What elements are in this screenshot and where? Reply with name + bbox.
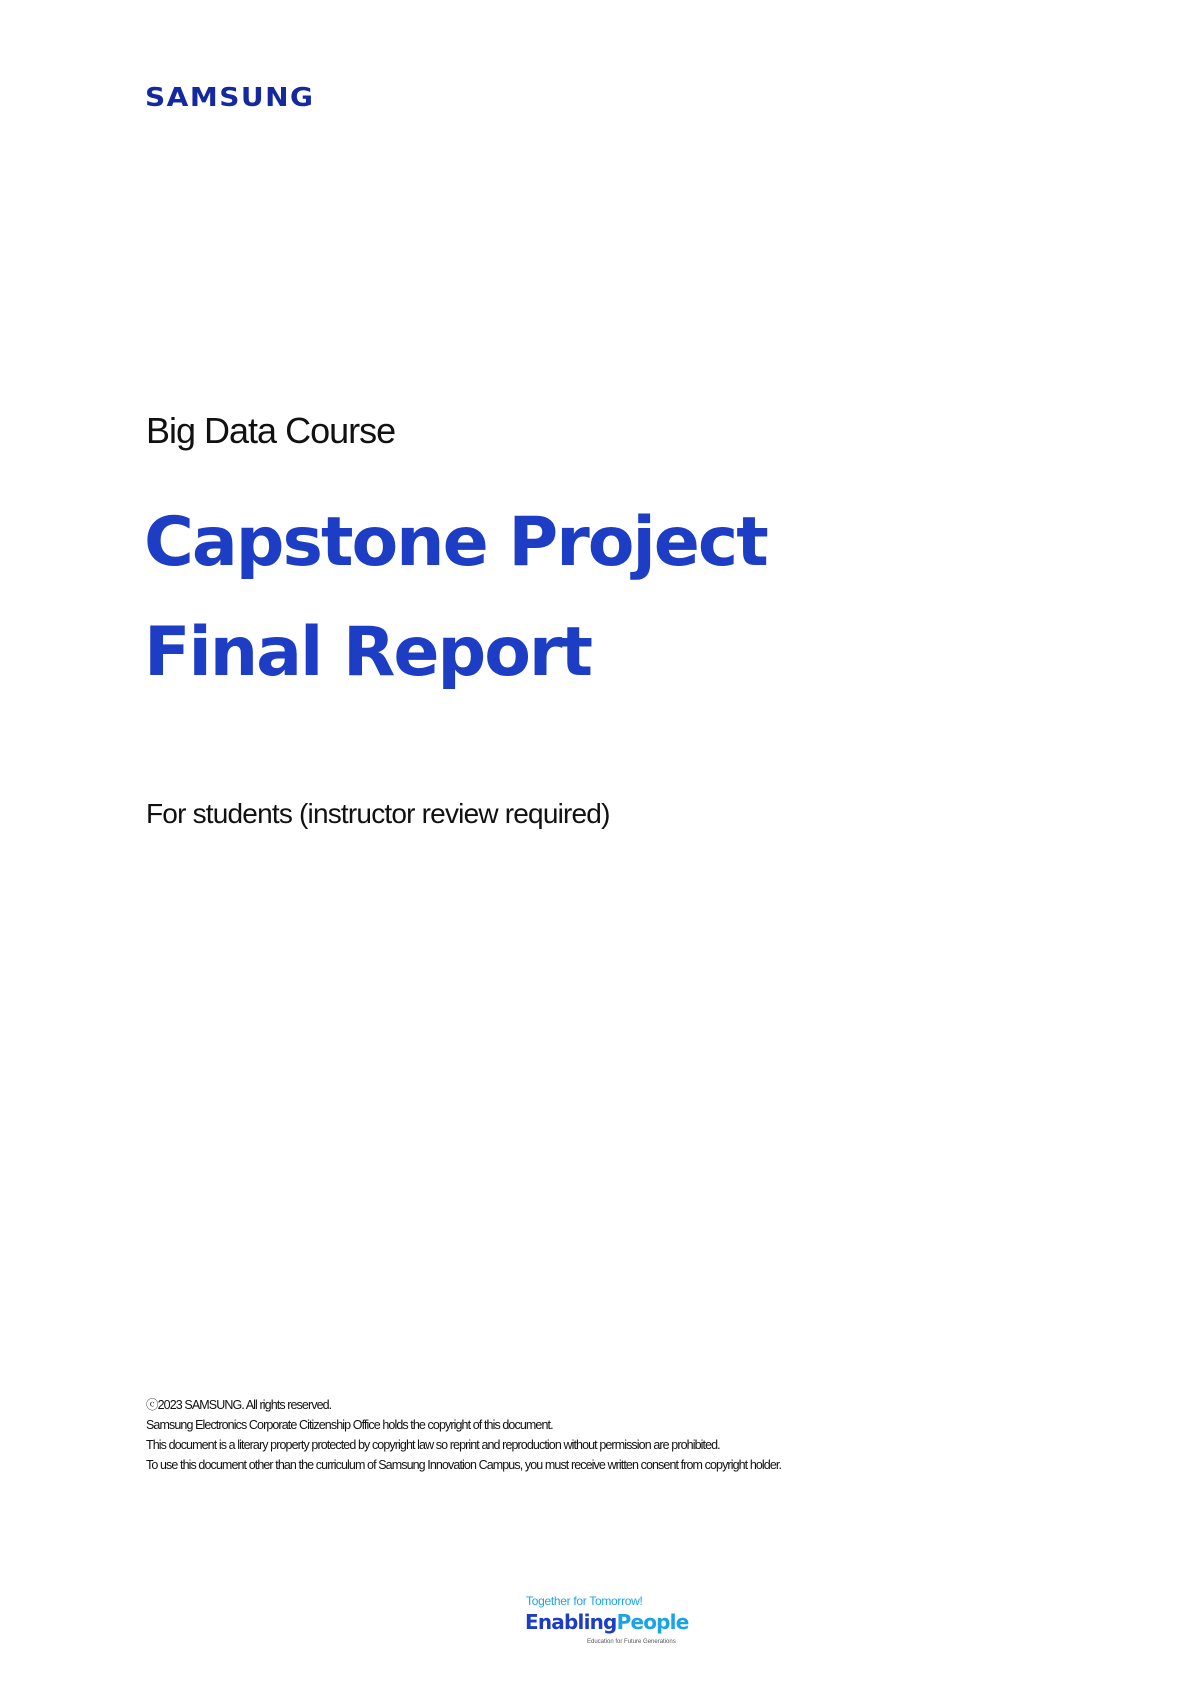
footer-brand-enabling: Enabling	[525, 1610, 617, 1634]
copyright-line-2: Samsung Electronics Corporate Citizenship Office holds the copyright of this document.	[146, 1418, 553, 1432]
copyright-line-3: This document is a literary property protected by copyright law so reprint and reproduction without permission are prohibited.	[146, 1438, 720, 1452]
copyright-notice	[146, 1395, 781, 1475]
title-line-1: Capstone Project	[144, 503, 767, 582]
footer-subtitle: Education for Future Generations	[587, 1639, 676, 1645]
audience-note: For students (instructor review required)	[146, 798, 610, 829]
document-title	[144, 488, 767, 708]
enabling-people-logo	[525, 1594, 715, 1645]
footer-tagline: Together for Tomorrow!	[526, 1594, 643, 1608]
samsung-logo: SAMSUNG	[145, 82, 315, 113]
title-line-2: Final Report	[144, 613, 591, 692]
copyright-line-1: ⓒ2023 SAMSUNG. All rights reserved.	[146, 1398, 332, 1412]
copyright-line-4: To use this document other than the curriculum of Samsung Innovation Campus, you must receive written consent from copyright holder.	[146, 1458, 782, 1472]
course-name: Big Data Course	[146, 410, 396, 451]
footer-brand-people: People	[616, 1610, 689, 1634]
footer-brand	[525, 1610, 715, 1634]
